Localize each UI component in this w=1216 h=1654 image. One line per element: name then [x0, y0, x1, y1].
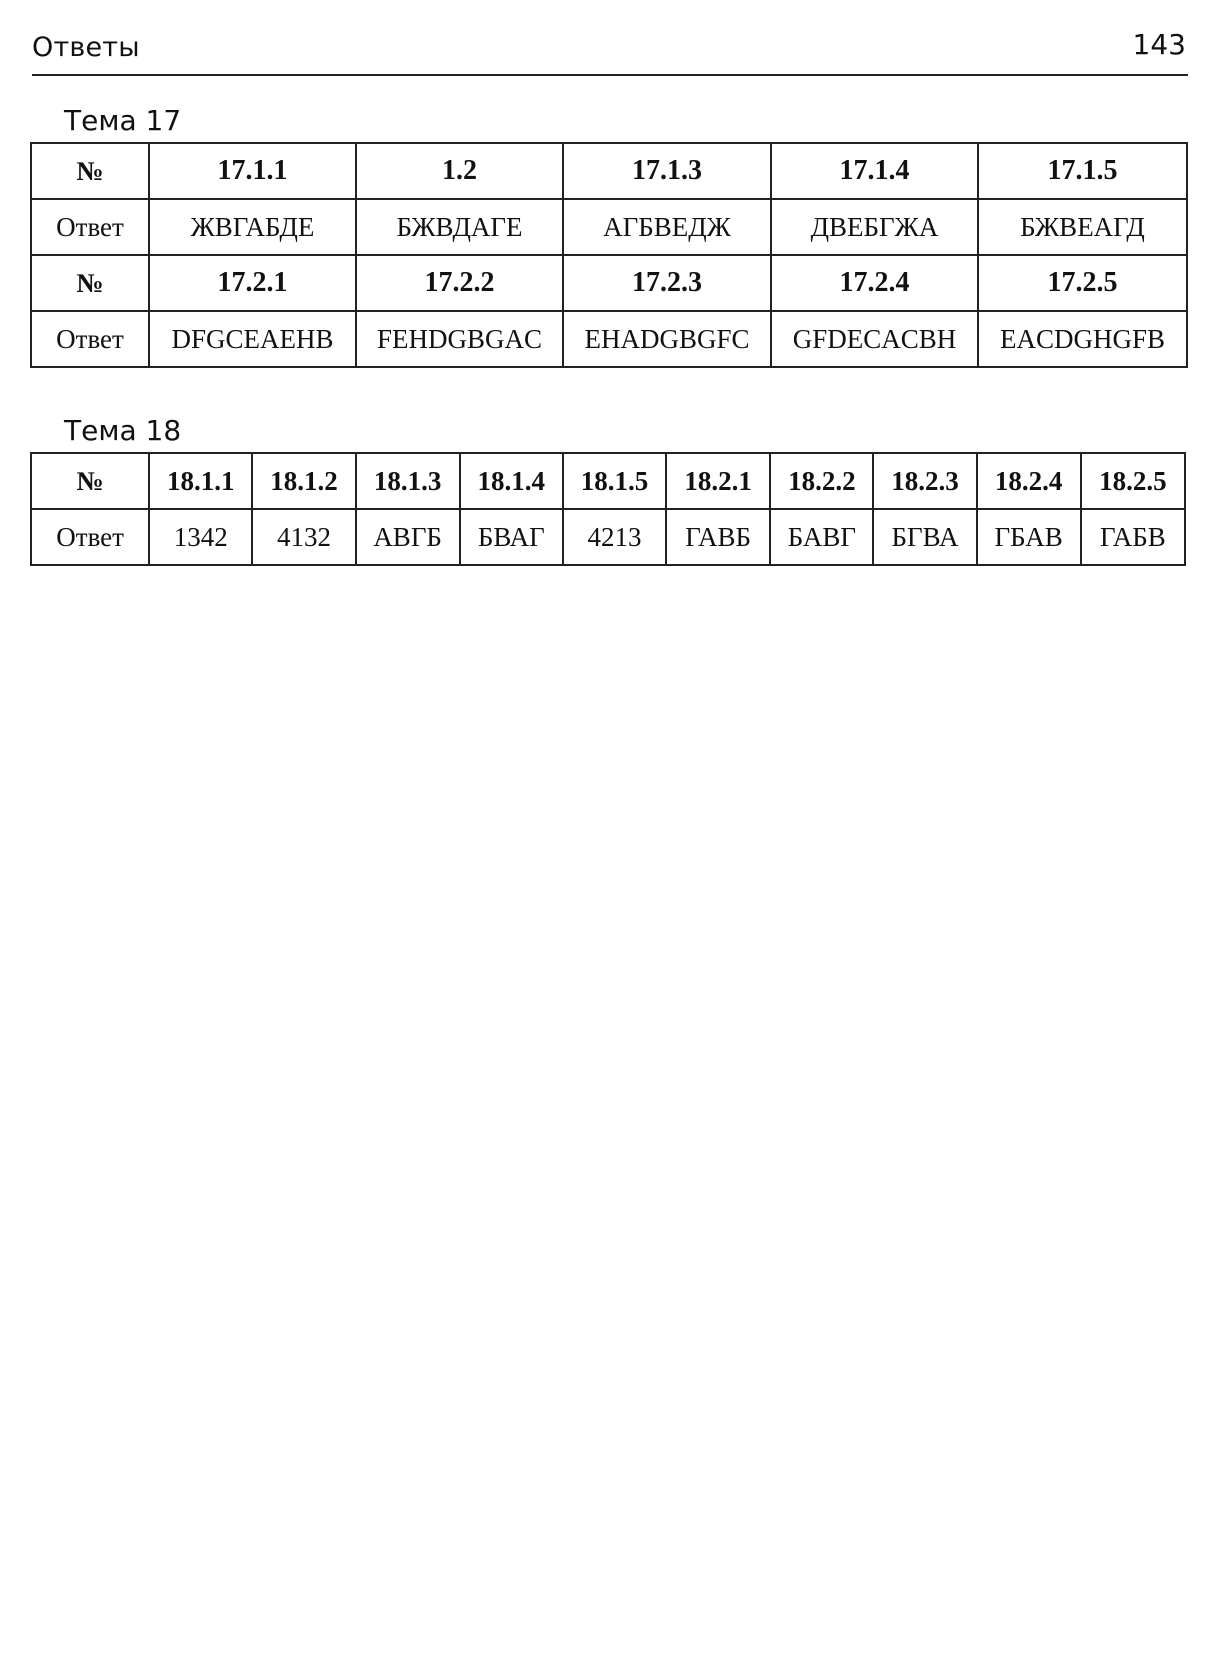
- task-number-cell: 18.1.3: [356, 453, 460, 509]
- table-row: [31, 509, 1185, 565]
- topic-18-title: Тема 18: [64, 414, 182, 447]
- task-number-cell: 17.1.5: [978, 143, 1187, 199]
- table-row: [31, 453, 1185, 509]
- task-number-cell: 18.2.3: [873, 453, 976, 509]
- answer-cell: EHADGBGFC: [563, 311, 771, 367]
- task-number-cell: 18.2.1: [666, 453, 770, 509]
- task-number-cell: 18.2.2: [770, 453, 873, 509]
- answer-cell: БГВА: [873, 509, 976, 565]
- task-number-cell: 17.2.5: [978, 255, 1187, 311]
- answer-cell: 4132: [252, 509, 355, 565]
- topic-18-answer-table: [30, 452, 1186, 566]
- section-title: Ответы: [32, 32, 140, 63]
- answer-cell: 1342: [149, 509, 252, 565]
- table-row: [31, 255, 1187, 311]
- answer-cell: ГБАВ: [977, 509, 1081, 565]
- task-number-cell: 17.2.3: [563, 255, 771, 311]
- task-number-cell: 18.1.5: [563, 453, 666, 509]
- task-number-cell: 18.2.4: [977, 453, 1081, 509]
- page-header: [32, 26, 1188, 76]
- table-row: [31, 143, 1187, 199]
- answer-row-header: Ответ: [31, 509, 149, 565]
- task-number-cell: 18.1.4: [460, 453, 563, 509]
- answer-cell: ЖВГАБДЕ: [149, 199, 356, 255]
- task-number-cell: 17.1.1: [149, 143, 356, 199]
- table-row: [31, 199, 1187, 255]
- answer-cell: БАВГ: [770, 509, 873, 565]
- task-number-cell: 1.2: [356, 143, 563, 199]
- number-row-header: №: [31, 255, 149, 311]
- answer-cell: GFDECACBH: [771, 311, 978, 367]
- topic-17-answer-table: [30, 142, 1188, 368]
- number-row-header: №: [31, 143, 149, 199]
- number-row-header: №: [31, 453, 149, 509]
- answer-cell: ГАБВ: [1081, 509, 1185, 565]
- page-number: 143: [1132, 28, 1186, 61]
- task-number-cell: 18.1.2: [252, 453, 355, 509]
- answer-cell: АГБВЕДЖ: [563, 199, 771, 255]
- task-number-cell: 18.1.1: [149, 453, 252, 509]
- answer-row-header: Ответ: [31, 311, 149, 367]
- answer-cell: EACDGHGFB: [978, 311, 1187, 367]
- answer-cell: DFGCEAEHB: [149, 311, 356, 367]
- answer-cell: FEHDGBGAC: [356, 311, 563, 367]
- task-number-cell: 17.2.1: [149, 255, 356, 311]
- answer-cell: АВГБ: [356, 509, 460, 565]
- answer-cell: ДВЕБГЖА: [771, 199, 978, 255]
- answer-cell: ГАВБ: [666, 509, 770, 565]
- answer-cell: БЖВЕАГД: [978, 199, 1187, 255]
- task-number-cell: 17.1.3: [563, 143, 771, 199]
- table-row: [31, 311, 1187, 367]
- answer-cell: БЖВДАГЕ: [356, 199, 563, 255]
- task-number-cell: 17.2.4: [771, 255, 978, 311]
- task-number-cell: 18.2.5: [1081, 453, 1185, 509]
- answer-row-header: Ответ: [31, 199, 149, 255]
- answer-cell: БВАГ: [460, 509, 563, 565]
- topic-17-title: Тема 17: [64, 104, 182, 137]
- answer-cell: 4213: [563, 509, 666, 565]
- task-number-cell: 17.2.2: [356, 255, 563, 311]
- task-number-cell: 17.1.4: [771, 143, 978, 199]
